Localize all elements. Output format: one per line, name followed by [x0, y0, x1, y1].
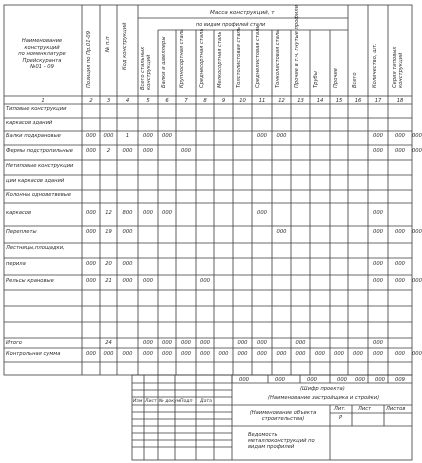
row-name: каркасов зданий: [6, 120, 53, 126]
sheets-label: Листов: [386, 406, 406, 412]
table-cell: 000: [181, 351, 191, 357]
column-number: 4: [125, 98, 130, 104]
series-header: Серия типовых конструкций: [392, 46, 404, 88]
price-position-header: Позиция по Пр.01-09: [86, 30, 92, 88]
table-cell: 000: [86, 133, 96, 139]
table-cell: 000: [143, 340, 153, 346]
table-cell: 000: [295, 351, 306, 357]
column-number: 9: [221, 98, 226, 104]
qty-header: Количество, шт.: [372, 43, 378, 88]
header-line: конструкций: [24, 44, 60, 51]
table-cell: 000: [295, 340, 306, 346]
row-name: ции каркасов зданий: [6, 178, 65, 184]
header-line: №01 - 09: [30, 64, 54, 70]
table-cell: 000: [373, 229, 383, 235]
row-name: Лестницы,площадки,: [6, 245, 65, 251]
row-name: Типовые конструкции: [6, 106, 67, 112]
code-header: Код конструкций: [122, 22, 128, 70]
table-cell: 000: [276, 133, 287, 139]
table-cell: 000: [395, 278, 405, 284]
table-cell: 000: [276, 351, 287, 357]
table-cell: 000: [237, 351, 248, 357]
col-medium-sheet-header: Среднелистовая сталь: [255, 25, 261, 88]
col-large-section-header: Крупносортная сталь: [179, 28, 185, 88]
name-column-header: [14, 38, 70, 71]
row-name: Колонны одноветвевые: [6, 192, 72, 198]
table-cell: 000: [86, 261, 96, 267]
table-cell: 000: [181, 340, 191, 346]
column-number: 16: [354, 98, 362, 104]
table-cell: 000: [143, 210, 153, 216]
table-cell: 000: [395, 148, 405, 154]
sheet-label: Лист: [358, 406, 372, 412]
table-cell: 000: [276, 229, 287, 235]
header-line: по номенклатуре: [18, 51, 66, 57]
col-other-profiles-header: Прочие в т.ч. гнутые профили: [294, 5, 300, 88]
col-thick-sheet-header: Толстолистовая сталь: [236, 27, 242, 88]
np-header: № п.п: [105, 36, 111, 52]
table-cell: 21: [105, 278, 112, 284]
table-cell: 000: [122, 229, 133, 235]
table-cell: 000: [315, 351, 325, 357]
table-cell: 24: [105, 340, 112, 346]
sum-cell: 000: [355, 377, 365, 383]
table-cell: 000: [395, 133, 405, 139]
table-cell: 000: [86, 351, 96, 357]
column-number: 18: [396, 98, 404, 104]
table-cell: 000: [86, 229, 96, 235]
object-caption: (Наименование объекта строительства): [249, 410, 317, 422]
table-cell: 000: [373, 351, 383, 357]
table-cell: 000: [122, 148, 133, 154]
profile-title: по видам профилей стали: [196, 22, 266, 28]
col-beams-header: Балки и швеллеры: [161, 36, 167, 88]
table-cell: 000: [257, 340, 267, 346]
column-number: 17: [374, 98, 382, 104]
table-cell: 000: [373, 133, 383, 139]
column-number: 8: [203, 98, 207, 104]
table-cell: 000: [103, 351, 114, 357]
column-number: 2: [89, 98, 93, 104]
row-name: Балки подкрановые: [6, 133, 61, 139]
table-cell: 19: [105, 229, 112, 235]
project-code-caption: (Шифр проекта): [300, 386, 345, 392]
table-cell: 000: [395, 351, 405, 357]
table-cell: 12: [105, 210, 112, 216]
sign-label-sign: Подп: [180, 399, 193, 404]
sum-cell: 009: [395, 377, 405, 383]
table-cell: 000: [143, 148, 153, 154]
col-thin-sheet-header: Тонколистовая сталь: [275, 29, 281, 88]
row-name: Рельсы крановые: [6, 278, 54, 284]
table-cell: 000: [218, 351, 229, 357]
column-number: 11: [258, 98, 266, 104]
table-cell: 000: [395, 229, 405, 235]
total-steel-header: Всего стальных конструкций: [140, 46, 152, 90]
table-cell: 000: [200, 278, 210, 284]
table-cell: 000: [257, 133, 267, 139]
sign-label-date: Дата: [200, 399, 212, 404]
table-cell: 000: [395, 261, 405, 267]
table-cell: 1: [125, 133, 130, 139]
table-cell: 000: [162, 351, 172, 357]
table-cell: 000: [200, 340, 210, 346]
row-name: Контрольная сумма: [6, 351, 61, 357]
table-cell: 000: [200, 351, 210, 357]
row-name: каркасов: [6, 210, 32, 216]
table-cell: 000: [86, 278, 96, 284]
table-cell: 000: [181, 148, 191, 154]
sum-cell: 000: [275, 377, 285, 383]
sign-label-list: Лист: [145, 399, 157, 404]
table-cell: 000: [143, 278, 153, 284]
lit-label: Лит.: [334, 406, 346, 412]
row-name: перила: [6, 261, 26, 267]
sum-cell: 000: [239, 377, 249, 383]
sum-cell: 000: [307, 377, 317, 383]
table-cell: 20: [105, 261, 112, 267]
lit-value: Р: [339, 415, 343, 421]
table-cell: 000: [122, 261, 133, 267]
table-cell: 000: [237, 340, 248, 346]
table-cell: 000: [122, 278, 133, 284]
table-cell: 000: [373, 278, 383, 284]
table-cell: 000: [373, 148, 383, 154]
table-cell: 000: [86, 148, 96, 154]
column-number: 12: [278, 98, 285, 104]
column-number: 5: [146, 98, 150, 104]
table-cell: 000: [143, 351, 153, 357]
header-line: Прейскуранта: [22, 57, 62, 64]
table-cell: 000: [373, 340, 383, 346]
table-cell: 000: [373, 210, 383, 216]
col-pipes-header: Трубы: [313, 71, 319, 88]
row-name: Фермы подстропильные: [6, 148, 73, 154]
column-number: 6: [165, 98, 169, 104]
table-cell: 000: [162, 210, 172, 216]
table-cell: 2: [106, 148, 111, 154]
header-line: Наименование: [21, 38, 63, 44]
row-name: Нетиповые конструкции: [6, 163, 74, 169]
sum-cell: 000: [337, 377, 347, 383]
column-number: 14: [316, 98, 324, 104]
table-cell: 000: [257, 351, 267, 357]
table-cell: 000: [162, 340, 172, 346]
table-cell: 000: [257, 210, 267, 216]
column-number: 3: [106, 98, 111, 104]
table-cell: 000: [373, 261, 383, 267]
sign-label-doc: № докум: [159, 399, 181, 404]
table-cell: 000: [122, 351, 133, 357]
table-cell: 000: [162, 133, 172, 139]
column-number: 7: [184, 98, 188, 104]
mass-title: Масса конструкций, т: [210, 10, 275, 16]
table-cell: 000: [143, 133, 153, 139]
table-cell: 800: [122, 210, 133, 216]
table-cell: 000: [353, 351, 363, 357]
table-cell: 000: [86, 210, 96, 216]
col-total-header: Всего: [352, 72, 358, 88]
column-number: 13: [297, 98, 304, 104]
column-number: 15: [335, 98, 343, 104]
column-number: 1: [41, 98, 45, 104]
col-small-section-header: Мелкосортная сталь: [217, 31, 223, 88]
column-number: 10: [239, 98, 246, 104]
col-other-header: Прочие: [333, 68, 339, 88]
sum-cell: 000: [375, 377, 385, 383]
document-title: Ведомость металлоконструкций по видам профилей: [248, 432, 315, 450]
col-medium-section-header: Среднесортная сталь: [199, 28, 205, 88]
row-name: Переплеты: [6, 229, 37, 235]
builder-caption: (Наименование застройщика и стройки): [268, 395, 380, 401]
sign-label-izm: Изм: [133, 399, 143, 404]
table-cell: 000: [334, 351, 344, 357]
table-cell: 000: [103, 133, 114, 139]
row-name: Итого: [6, 340, 22, 346]
